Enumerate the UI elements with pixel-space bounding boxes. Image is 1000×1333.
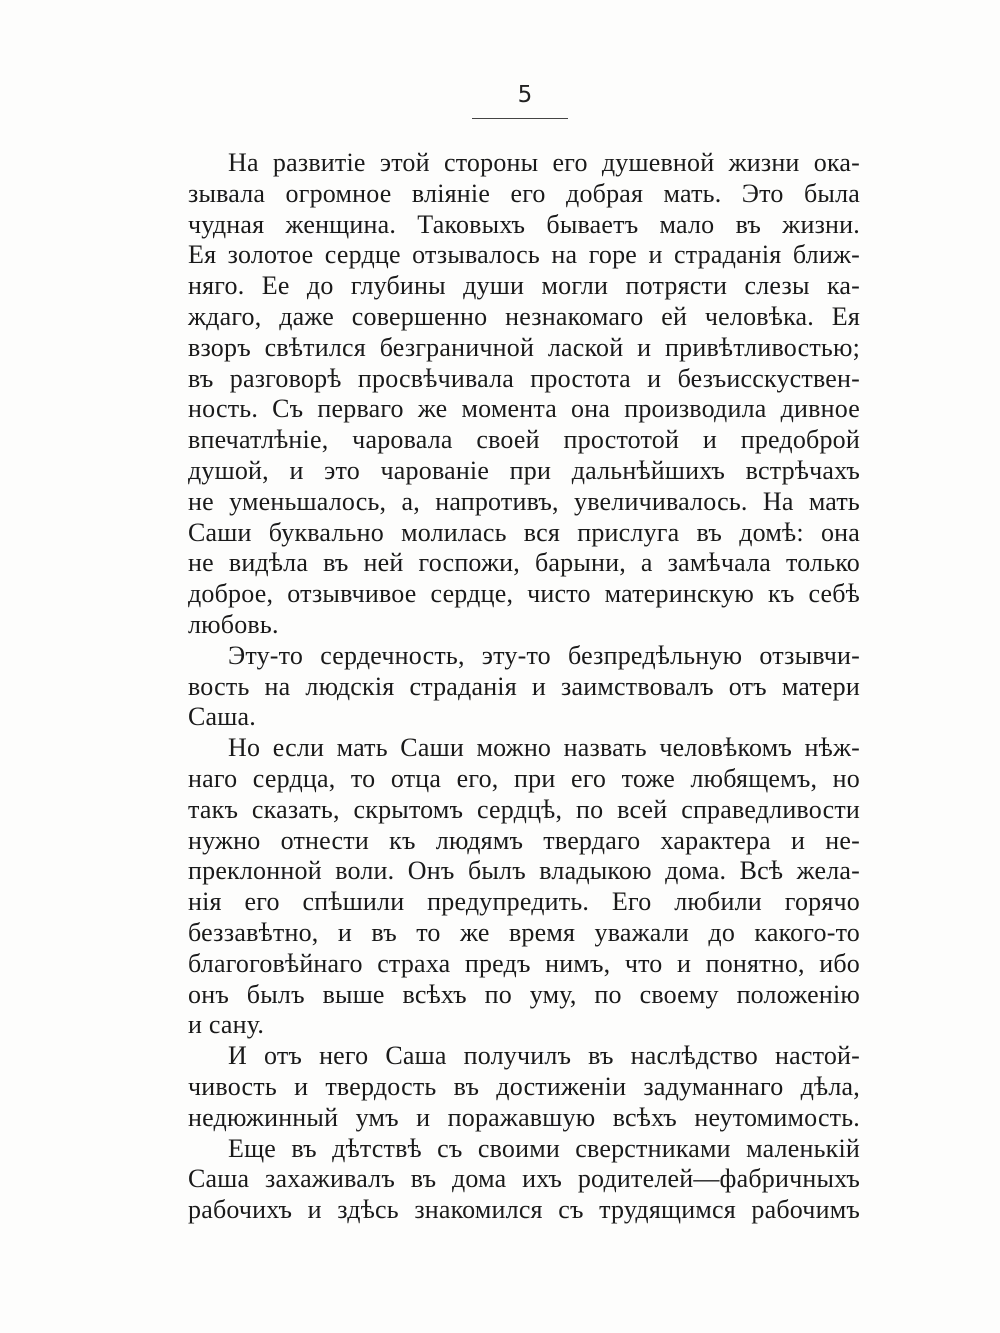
text-line: наго сердца, то отца его, при его тоже любящемъ, но <box>188 763 860 793</box>
text-body <box>188 148 860 1226</box>
text-line: такъ сказать, скрытомъ сердцѣ, по всей справедливости <box>188 794 860 824</box>
text-line: нужно отнести къ людямъ твердаго характера и не- <box>188 825 860 855</box>
paragraph-1 <box>188 148 860 641</box>
text-line: благоговѣйнаго страха предъ нимъ, что и понятно, ибо <box>188 948 860 978</box>
text-line: рабочихъ и здѣсь знакомился съ трудящимся рабочимъ <box>188 1195 860 1225</box>
text-line: чудная женщина. Таковыхъ бываетъ мало въ жизни. <box>188 209 860 239</box>
text-line: няго. Ее до глубины души могли потрясти слезы ка- <box>188 271 860 301</box>
text-line: въ разговорѣ просвѣчивала простота и безъисскуствен- <box>188 363 860 393</box>
paragraph-3 <box>188 733 860 1041</box>
text-line: и сану. <box>188 1010 265 1040</box>
text-line: любовь. <box>188 609 279 639</box>
header-rule <box>472 118 568 119</box>
text-line: Саша захаживалъ въ дома ихъ родителей—фабричныхъ <box>188 1164 860 1194</box>
text-line: вость на людскія страданія и заимствовалъ отъ матери <box>188 671 860 701</box>
page-number: 5 <box>517 82 533 108</box>
text-line: впечатлѣніе, чаровала своей простотой и предоброй <box>188 425 860 455</box>
text-line: зывала огромное вліяніе его добрая мать. Это была <box>188 178 860 208</box>
paragraph-5 <box>188 1134 860 1226</box>
text-line: чивость и твердость въ достиженіи задуманнаго дѣла, <box>188 1071 860 1101</box>
text-line: нія его спѣшили предупредить. Его любили горячо <box>188 887 860 917</box>
text-line: не уменьшалось, а, напротивъ, увеличивалось. На мать <box>188 486 860 516</box>
text-line: Саша. <box>188 702 256 732</box>
text-line: На развитіе этой стороны его душевной жизни ока- <box>228 148 860 177</box>
text-line: не видѣла въ ней госпожи, барыни, а замѣчала только <box>188 548 860 578</box>
text-line: ждаго, даже совершенно незнакомаго ей человѣка. Ея <box>188 301 860 331</box>
paragraph-2 <box>188 641 860 733</box>
text-line: И отъ него Саша получилъ въ наслѣдство настой- <box>228 1041 860 1071</box>
text-line: доброе, отзывчивое сердце, чисто материнскую къ себѣ <box>188 579 860 609</box>
text-line: Саши буквально молилась вся прислуга въ домѣ: она <box>188 517 860 547</box>
text-line: ность. Съ перваго же момента она производила дивное <box>188 394 860 424</box>
paragraph-4 <box>188 1041 860 1133</box>
text-line: взоръ свѣтился безграничной лаской и привѣтливостью; <box>188 332 860 362</box>
text-line: Эту-то сердечность, эту-то безпредѣльную отзывчи- <box>228 640 860 670</box>
text-line: онъ былъ выше всѣхъ по уму, по своему положенію <box>188 979 860 1009</box>
text-line: преклонной воли. Онъ былъ владыкою дома. Всѣ жела- <box>188 856 860 886</box>
text-line: беззавѣтно, и въ то же время уважали до какого-то <box>188 917 860 947</box>
text-line: Еще въ дѣтствѣ съ своими сверстниками маленькій <box>228 1133 860 1163</box>
text-line: Ея золотое сердце отзывалось на горе и страданія ближ- <box>188 240 860 270</box>
text-line: Но если мать Саши можно назвать человѣкомъ нѣж- <box>228 733 860 763</box>
text-line: недюжинный умъ и поражавшую всѣхъ неутомимость. <box>188 1102 860 1132</box>
text-line: душой, и это чарованіе при дальнѣйшихъ встрѣчахъ <box>188 455 860 485</box>
